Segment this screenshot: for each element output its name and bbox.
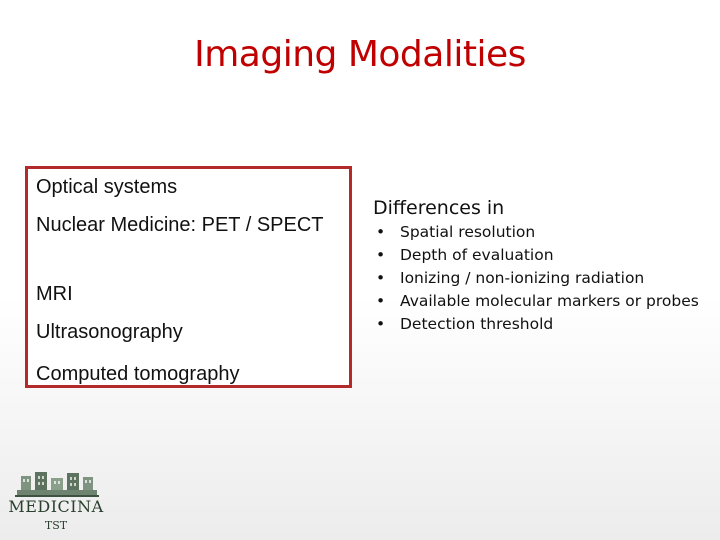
logo-subtext: TST (44, 519, 68, 532)
difference-label: Depth of evaluation (400, 246, 554, 264)
bullet-icon: • (376, 292, 386, 310)
bullet-icon: • (376, 246, 386, 264)
modality-optical: Optical systems (36, 176, 178, 198)
difference-label: Spatial resolution (400, 223, 536, 241)
logo-wordmark: MEDICINA (8, 497, 104, 516)
modality-ultrasonography: Ultrasonography (36, 321, 183, 343)
bullet-icon: • (376, 269, 386, 287)
bullet-icon: • (376, 223, 386, 241)
difference-label: Ionizing / non-ionizing radiation (400, 269, 645, 287)
modalities-box (25, 166, 352, 388)
difference-label: Detection threshold (400, 315, 554, 333)
bullet-icon: • (376, 315, 386, 333)
slide-title: Imaging Modalities (194, 34, 526, 75)
building-icon (15, 470, 99, 498)
modality-nuclear-medicine: Nuclear Medicine: PET / SPECT (36, 214, 324, 236)
modality-computed-tomography: Computed tomography (36, 363, 240, 385)
difference-label: Available molecular markers or probes (400, 292, 699, 310)
modality-mri: MRI (36, 283, 73, 305)
medicina-logo (6, 466, 106, 536)
differences-heading: Differences in (373, 197, 505, 219)
